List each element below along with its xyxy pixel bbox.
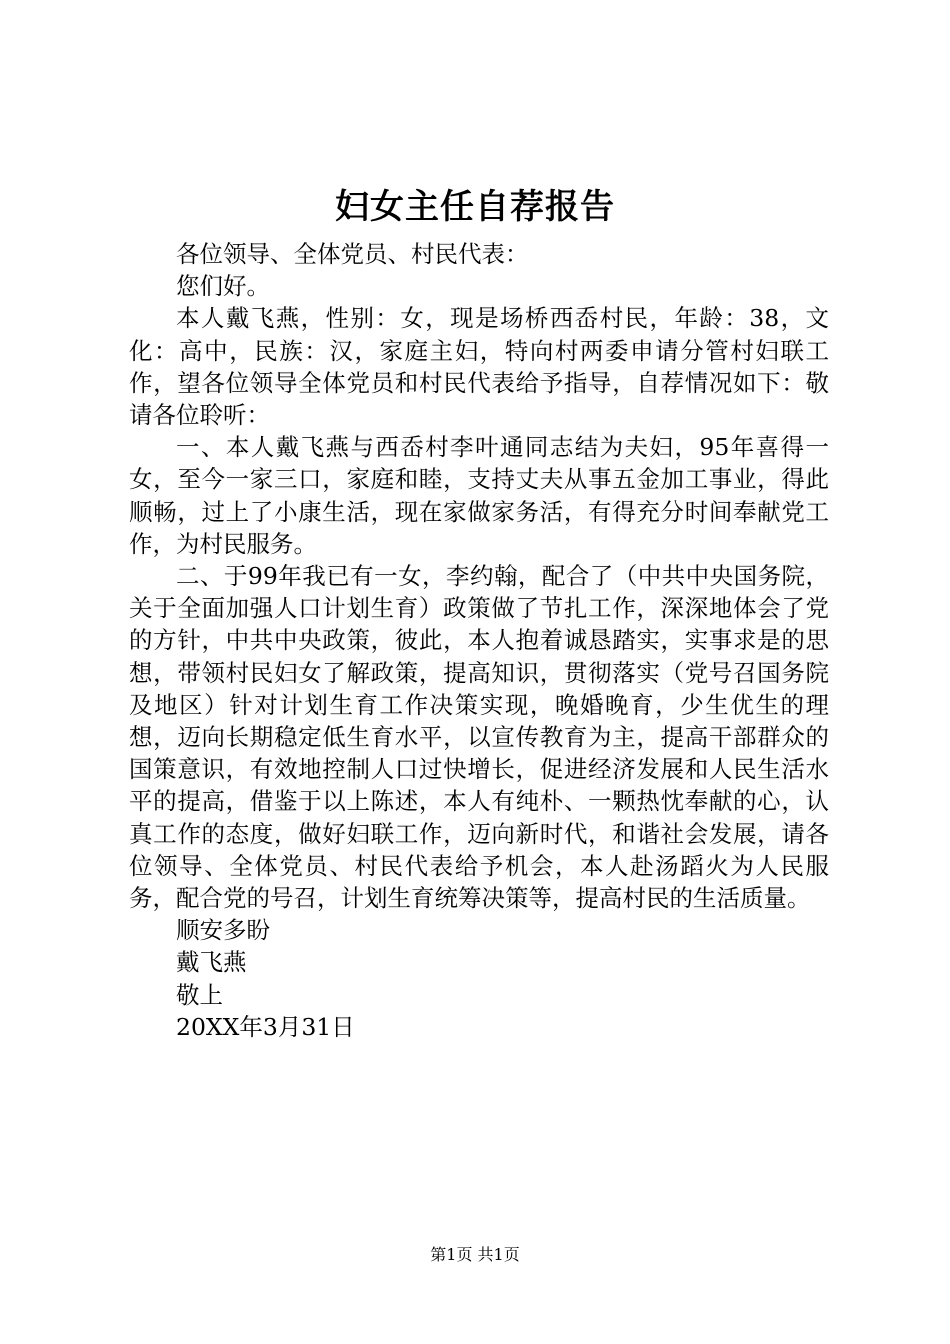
salutation: 各位领导、全体党员、村民代表： [176,240,529,268]
greeting: 您们好。 [176,272,270,301]
section-one-paragraph: 一、本人戴飞燕与西岙村李叶通同志结为夫妇，95年喜得一女，至今一家三口，家庭和睦，支持丈夫从事五金加工事业，得此顺畅，过上了小康生活，现在家做家务活，有得充分时间奉献党工作，为村民服务。 [129,433,829,558]
document-title: 妇女主任自荐报告 [335,187,615,227]
introduction-paragraph: 本人戴飞燕，性别：女，现是场桥西岙村民，年龄：38，文化：高中，民族：汉，家庭主妇，特向村两委申请分管村妇联工作，望各位领导全体党员和村民代表给予指导，自荐情况如下：敬请各位聆听： [129,304,829,430]
section-two-paragraph: 二、于99年我已有一女，李约翰，配合了（中共中央国务院，关于全面加强人口计划生育）政策做了节扎工作，深深地体会了党的方针，中共中央政策，彼此，本人抱着诚恳踏实，实事求是的思想，带领村民妇女了解政策，提高知识，贯彻落实（党号召国务院及地区）针对计划生育工作决策实现，晚婚晚育，少生优生的理想，迈向长期稳定低生育水平，以宣传教育为主，提高干部群众的国策意识，有效地控制人口过快增长，促进经济发展和人民生活水平的提高，借鉴于以上陈述，本人有纯朴、一颗热忱奉献的心，认真工作的态度，做好妇联工作，迈向新时代，和谐社会发展，请各位领导、全体党员、村民代表给予机会，本人赴汤蹈火为人民服务，配合党的号召，计划生育统筹决策等，提高村民的生活质量。 [129,562,829,913]
signature-respect: 敬上 [176,980,223,1009]
signature-name: 戴飞燕 [176,948,247,977]
document-body [129,238,829,1043]
closing-wish: 顺安多盼 [176,916,270,945]
signature-date: 20XX年3月31日 [176,1012,355,1041]
page-footer: 第1页 共1页 [430,1245,520,1264]
